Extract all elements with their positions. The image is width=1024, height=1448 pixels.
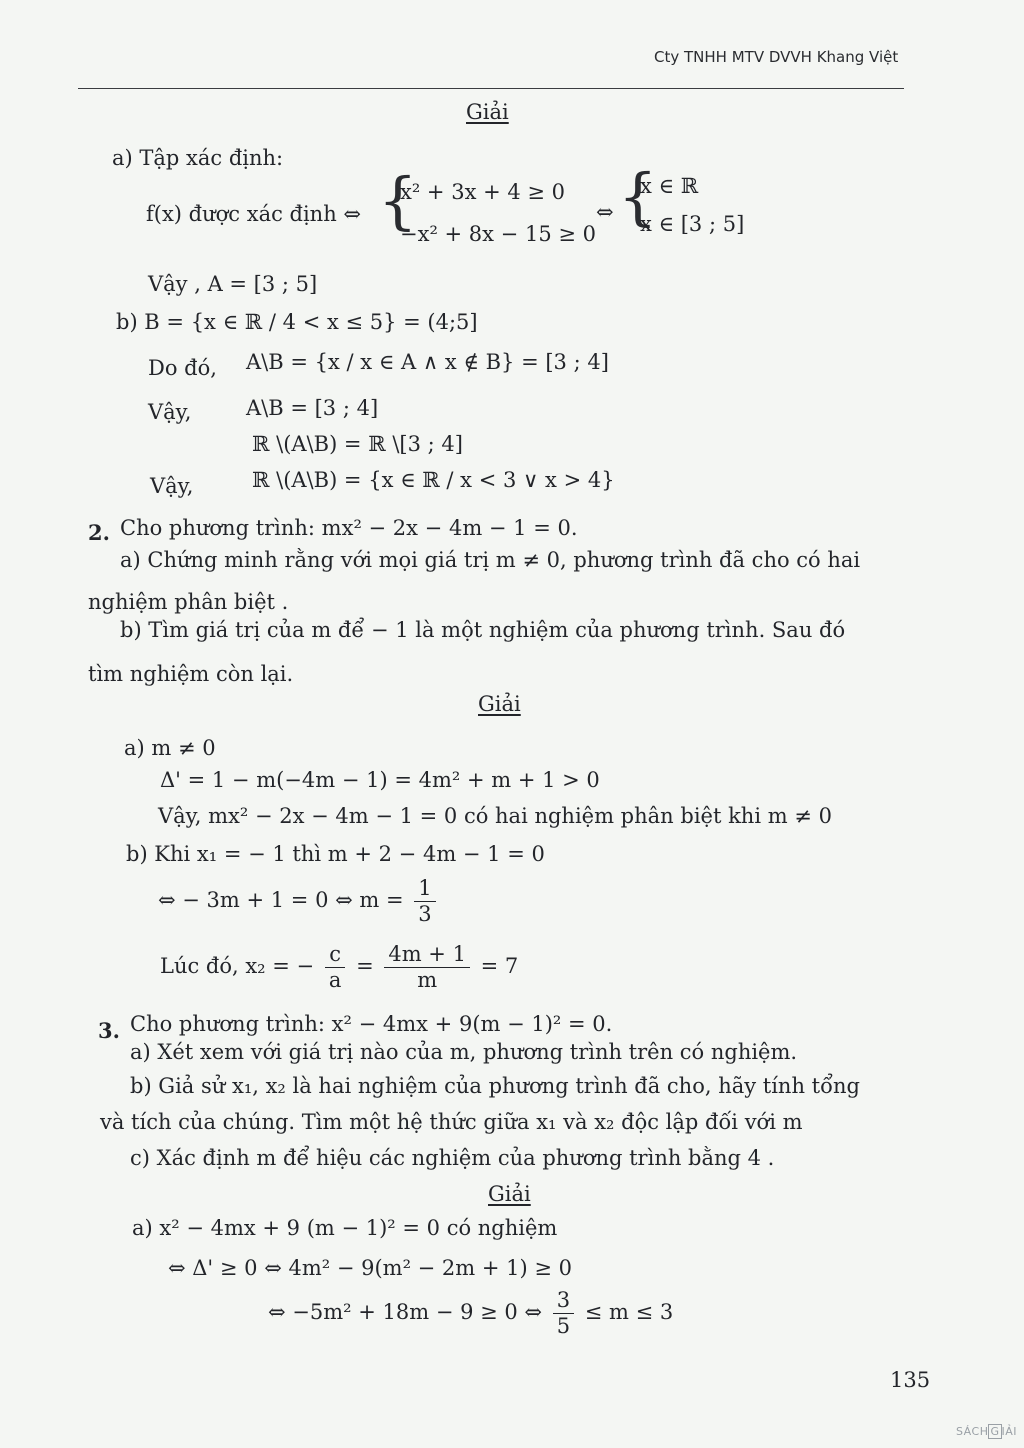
sol3-a1: a) x² − 4mx + 9 (m − 1)² = 0 có nghiệm — [132, 1216, 558, 1240]
problem-3-number: 3. — [98, 1018, 120, 1043]
problem-2b-line2: tìm nghiệm còn lại. — [88, 662, 294, 686]
fraction-three-fifths — [553, 1288, 574, 1339]
running-header: Cty TNHH MTV DVVH Khang Việt — [654, 48, 899, 66]
vay-label-1: Vậy, — [148, 400, 192, 424]
conclusion-a: Vậy , A = [3 ; 5] — [148, 272, 318, 296]
sol2-b1: b) Khi x₁ = − 1 thì m + 2 − 4m − 1 = 0 — [126, 842, 545, 866]
sol3-a3 — [268, 1288, 673, 1339]
sol2-a1: a) m ≠ 0 — [124, 736, 216, 760]
sol3-a3-text: ⇔ −5m² + 18m − 9 ≥ 0 ⇔ — [268, 1300, 543, 1325]
problem-3a-line: a) Xét xem với giá trị nào của m, phương trình trên có nghiệm. — [130, 1040, 798, 1064]
sol2-b3 — [160, 942, 518, 993]
sol2-a3: Vậy, mx² − 2x − 4m − 1 = 0 có hai nghiệm phân biệt khi m ≠ 0 — [158, 804, 832, 828]
equivalence-symbol: ⇔ — [596, 200, 614, 224]
result-1: x ∈ ℝ — [640, 174, 699, 198]
part-b-line: b) B = {x ∈ ℝ / 4 < x ≤ 5} = (4;5] — [116, 310, 478, 334]
sol2-b2-text: ⇔ − 3m + 1 = 0 ⇔ m = — [158, 888, 404, 913]
left-brace-1: { — [378, 164, 418, 237]
page-number: 135 — [890, 1368, 931, 1392]
fraction-denominator: 3 — [418, 902, 432, 927]
fraction-denominator: a — [328, 968, 342, 993]
problem-2a-line2: nghiệm phân biệt . — [88, 590, 289, 614]
domain-label: a) Tập xác định: — [112, 146, 284, 170]
fraction-c-over-a — [325, 942, 346, 993]
watermark-right: IẢI — [1001, 1425, 1018, 1438]
problem-3c-line: c) Xác định m để hiệu các nghiệm của phương trình bằng 4 . — [130, 1146, 775, 1170]
sol3-a2: ⇔ Δ' ≥ 0 ⇔ 4m² − 9(m² − 2m + 1) ≥ 0 — [168, 1256, 573, 1280]
condition-2: −x² + 8x − 15 ≥ 0 — [400, 222, 596, 246]
sol2-a2: Δ' = 1 − m(−4m − 1) = 4m² + m + 1 > 0 — [160, 768, 600, 792]
vay-expression-3: ℝ \(A\B) = {x ∈ ℝ / x < 3 ∨ x > 4} — [252, 468, 615, 492]
watermark-box: G — [990, 1425, 1000, 1438]
fraction-numerator: c — [325, 942, 346, 968]
fraction-numerator: 4m + 1 — [384, 942, 470, 968]
problem-3-statement: Cho phương trình: x² − 4mx + 9(m − 1)² = 0. — [130, 1012, 613, 1036]
problem-2-statement: Cho phương trình: mx² − 2x − 4m − 1 = 0. — [120, 516, 578, 540]
solution-heading-3: Giải — [488, 1182, 531, 1206]
fraction-numerator: 1 — [414, 876, 435, 902]
watermark-logo — [956, 1425, 1017, 1438]
fraction-4m-plus-1-over-m — [384, 942, 470, 993]
fraction-one-third — [414, 876, 435, 927]
vay-expression-1: A\B = [3 ; 4] — [246, 396, 379, 420]
result-2: x ∈ [3 ; 5] — [640, 212, 745, 236]
problem-3b-line1: b) Giả sử x₁, x₂ là hai nghiệm của phương trình đã cho, hãy tính tổng — [130, 1074, 860, 1098]
fx-definition: f(x) được xác định ⇔ — [146, 202, 362, 226]
equals-sign: = — [356, 954, 374, 979]
problem-2a-line1: a) Chứng minh rằng với mọi giá trị m ≠ 0, phương trình đã cho có hai — [120, 548, 861, 572]
problem-3b-line2: và tích của chúng. Tìm một hệ thức giữa x₁ và x₂ độc lập đối với m — [100, 1110, 803, 1134]
solution-heading-1: Giải — [466, 100, 509, 124]
sol2-b2 — [158, 876, 440, 927]
solution-heading-2: Giải — [478, 692, 521, 716]
sol2-b3-result: = 7 — [480, 954, 519, 979]
problem-2-number: 2. — [88, 520, 110, 545]
watermark-left: SÁCH — [956, 1425, 989, 1438]
vay-expression-2: ℝ \(A\B) = ℝ \[3 ; 4] — [252, 432, 463, 456]
sol3-a3-result: ≤ m ≤ 3 — [584, 1300, 674, 1325]
vay-label-2: Vậy, — [150, 474, 194, 498]
problem-2b-line1: b) Tìm giá trị của m để − 1 là một nghiệm của phương trình. Sau đó — [120, 618, 846, 642]
condition-1: x² + 3x + 4 ≥ 0 — [400, 180, 566, 204]
dodo-expression: A\B = {x / x ∈ A ∧ x ∉ B} = [3 ; 4] — [246, 350, 609, 374]
fraction-denominator: 5 — [556, 1314, 571, 1339]
fraction-numerator: 3 — [553, 1288, 574, 1314]
sol2-b3-text: Lúc đó, x₂ = − — [160, 954, 315, 979]
fraction-denominator: m — [417, 968, 438, 993]
left-brace-2: { — [618, 160, 658, 233]
dodo-label: Do đó, — [148, 356, 217, 380]
header-rule — [78, 88, 904, 89]
